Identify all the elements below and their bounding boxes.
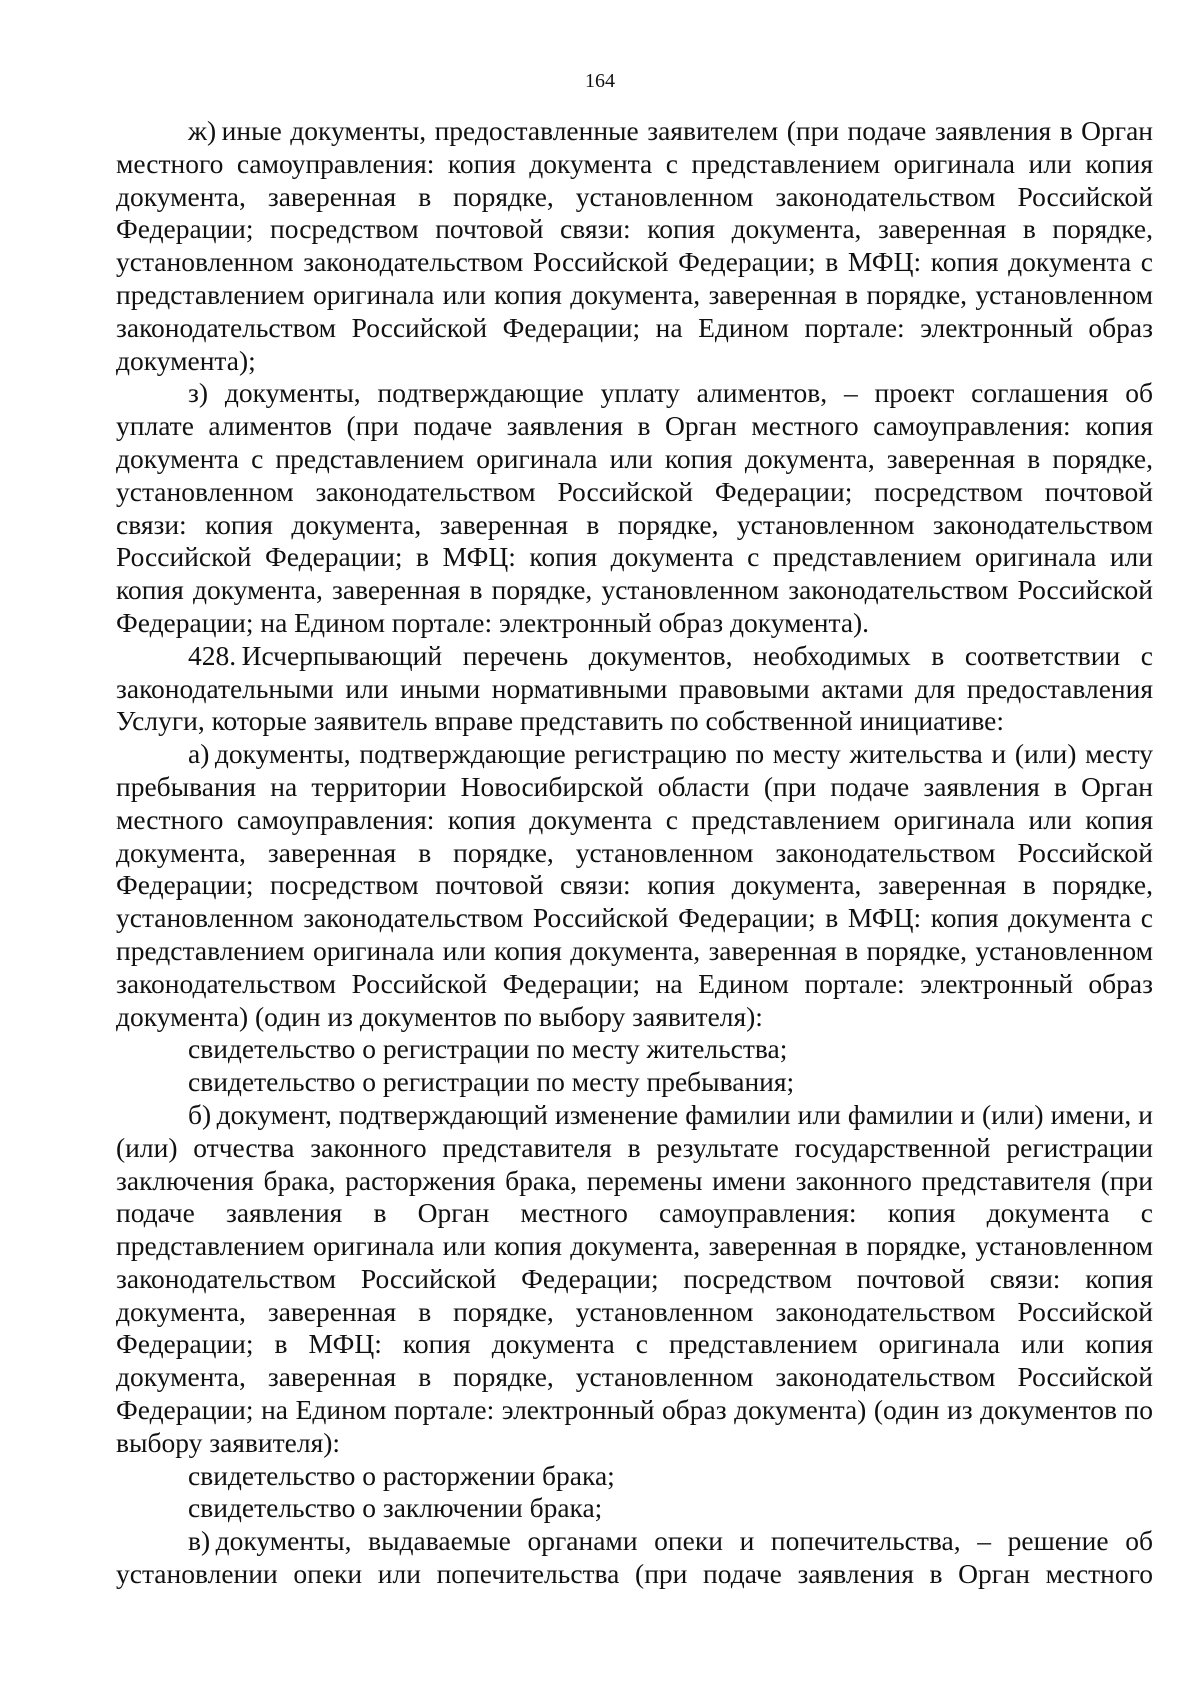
list-item-registration-stay: свидетельство о регистрации по месту пребывания; — [188, 1066, 795, 1098]
paragraph-zh: ж) иные документы, предоставленные заявителем (при подаче заявления в Орган местного самоуправления: копия документа с представлением оригинала или копия документа, заверенная в порядке, установленном законодательством Российской Федерации; посредством почтовой связи: копия документа, заверенная в порядке, установленном законодательством Российской Федерации; в МФЦ: копия документа с представлением оригинала или копия документа, заверенная в порядке, установленном законодательством Российской Федерации; на Едином портале: электронный образ документа); — [116, 115, 1153, 376]
paragraph-z: з) документы, подтверждающие уплату алиментов, – проект соглашения об уплате алиментов (при подаче заявления в Орган местного самоуправления: копия документа с представлением оригинала или копия документа, заверенная в порядке, установленном законодательством Российской Федерации; посредством почтовой связи: копия документа, заверенная в порядке, установленном законодательством Российской Федерации; в МФЦ: копия документа с представлением оригинала или копия документа, заверенная в порядке, установленном законодательством Российской Федерации; на Едином портале: электронный образ документа). — [116, 377, 1153, 638]
paragraph-v: в) документы, выдаваемые органами опеки и попечительства, – решение об установлении опеки или попечительства (при подаче заявления в Орган местного — [116, 1525, 1153, 1590]
list-item-divorce-certificate: свидетельство о расторжении брака; — [188, 1459, 615, 1491]
document-body — [116, 115, 1153, 1591]
paragraph-428: 428. Исчерпывающий перечень документов, необходимых в соответствии с законодательными или иными нормативными правовыми актами для предоставления Услуги, которые заявитель вправе представить по собственной инициативе: — [116, 639, 1153, 737]
page-number: 164 — [585, 70, 615, 92]
list-item-registration-residence: свидетельство о регистрации по месту жительства; — [188, 1033, 788, 1065]
list-item-marriage-certificate: свидетельство о заключении брака; — [188, 1492, 603, 1524]
paragraph-b: б) документ, подтверждающий изменение фамилии или фамилии и (или) имени, и (или) отчества законного представителя в результате государственной регистрации заключения брака, расторжения брака, перемены имени законного представителя (при подаче заявления в Орган местного самоуправления: копия документа с представлением оригинала или копия документа, заверенная в порядке, установленном законодательством Российской Федерации; посредством почтовой связи: копия документа, заверенная в порядке, установленном законодательством Российской Федерации; в МФЦ: копия документа с представлением оригинала или копия документа, заверенная в порядке, установленном законодательством Российской Федерации; на Едином портале: электронный образ документа) (один из документов по выбору заявителя): — [116, 1098, 1153, 1458]
paragraph-a: а) документы, подтверждающие регистрацию по месту жительства и (или) месту пребывания на территории Новосибирской области (при подаче заявления в Орган местного самоуправления: копия документа с представлением оригинала или копия документа, заверенная в порядке, установленном законодательством Российской Федерации; посредством почтовой связи: копия документа, заверенная в порядке, установленном законодательством Российской Федерации; в МФЦ: копия документа с представлением оригинала или копия документа, заверенная в порядке, установленном законодательством Российской Федерации; на Едином портале: электронный образ документа) (один из документов по выбору заявителя): — [116, 738, 1153, 1032]
